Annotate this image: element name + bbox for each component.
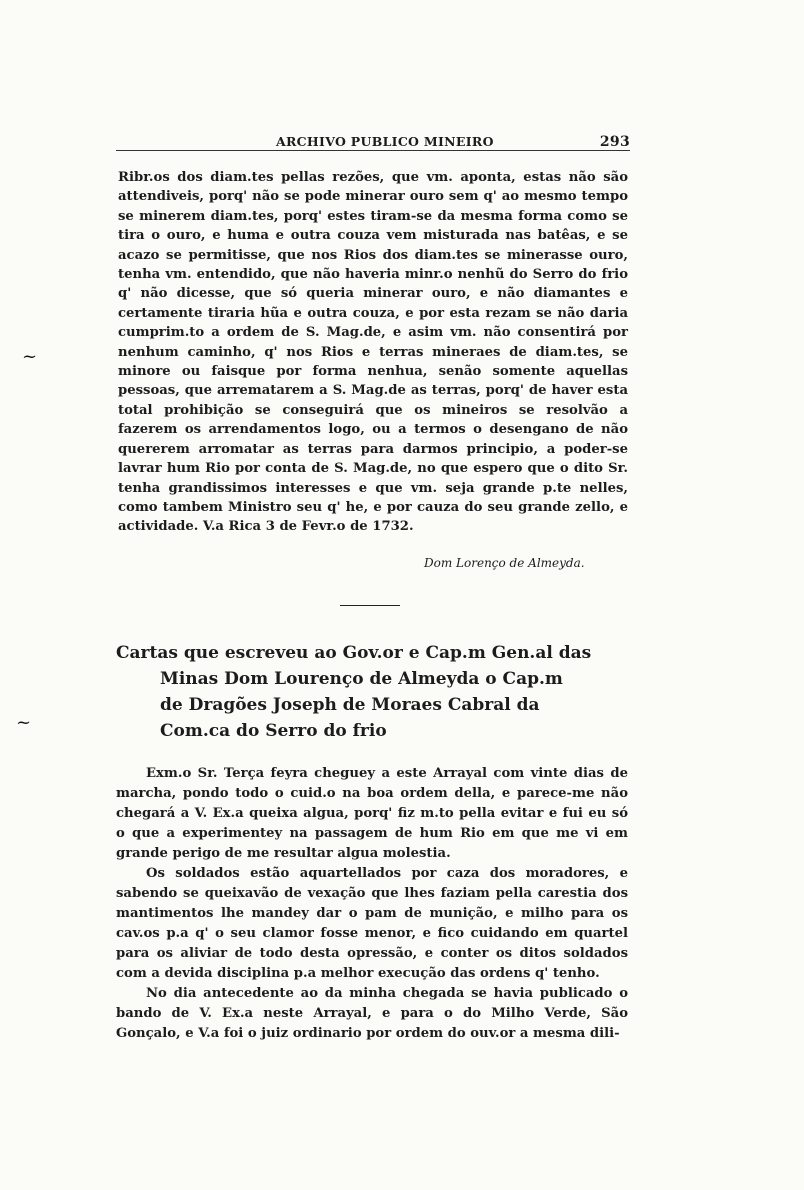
heading-line: Cartas que escreveu ao Gov.or e Cap.m Gen.al das <box>116 643 592 663</box>
paragraph: Os soldados estão aquartellados por caza dos moradores, e sabendo se queixavão de vexação que lhes faziam pella carestia dos mantimentos lhe mandey dar o pam de munição, e milho para os cav.os p.a q' o seu clamor fosse menor, e fico cuidando em quartel para os aliviar de todo desta opressão, e conter os ditos soldados com a devida disciplina p.a melhor execução das ordens q' tenho. <box>116 866 628 981</box>
margin-mark-icon: ~ <box>16 712 32 733</box>
page-header <box>116 130 630 151</box>
page-number: 293 <box>599 134 630 150</box>
heading-line: de Dragões Joseph de Moraes Cabral da <box>160 695 540 715</box>
heading-line: Com.ca do Serro do frio <box>160 721 387 741</box>
paragraph: No dia antecedente ao da minha chegada se havia publicado o bando de V. Ex.a neste Arrayal, e para o do Milho Verde, São Gonçalo, e V.a foi o juiz ordinario por ordem do ouv.or a mesma dili- <box>116 986 628 1041</box>
running-title: ARCHIVO PUBLICO MINEIRO <box>276 134 494 149</box>
letter-continuation-text: Ribr.os dos diam.tes pellas rezões, que vm. aponta, estas não são attendiveis, porq' não se pode minerar ouro sem q' ao mesmo tempo se minerem diam.tes, porq' estes tiram-se da mesma forma como se tira o ouro, e huma e outra couza vem misturada nas batêas, e se acazo se permitisse, que nos Rios dos diam.tes se minerasse ouro, tenha vm. entendido, que não haveria minr.o nenhũ do Serro do frio q' não dicesse, que só queria minerar ouro, e não diamantes e certamente tiraria hũa e outra couza, e por esta rezam se não daria cumprim.to a ordem de S. Mag.de, e asim vm. não consentirá por nenhum caminho, q' nos Rios e terras mineraes de diam.tes, se minore ou faisque por forma nenhua, senão somente aquellas pessoas, que arrematarem a S. Mag.de as terras, porq' de haver esta total prohibição se conseguirá que os mineiros se resolvão a fazerem os arrendamentos logo, ou a termos o desengano de não quererem arromatar as terras para darmos principio, a poder-se lavrar hum Rio por conta de S. Mag.de, no que espero que o dito Sr. tenha grandissimos interesses e que vm. seja grande p.te nelles, como tambem Ministro seu q' he, e por cauza do seu grande zello, e actividade. V.a Rica 3 de Fevr.o de 1732. <box>118 170 628 535</box>
section-heading <box>116 640 628 744</box>
heading-line: Minas Dom Lourenço de Almeyda o Cap.m <box>160 669 563 689</box>
section-divider <box>340 605 400 606</box>
margin-mark-icon: ~ <box>22 346 38 367</box>
signature: Dom Lorenço de Almeyda. <box>424 556 585 570</box>
letter-body <box>116 764 628 1044</box>
paragraph: Exm.o Sr. Terça feyra cheguey a este Arrayal com vinte dias de marcha, pondo todo o cuid.o na boa ordem della, e parece-me não chegará a V. Ex.a queixa algua, porq' fiz m.to pella evitar e fui eu só o que a experimentey na passagem de hum Rio em que me vi em grande perigo de me resultar algua molestia. <box>116 766 628 861</box>
